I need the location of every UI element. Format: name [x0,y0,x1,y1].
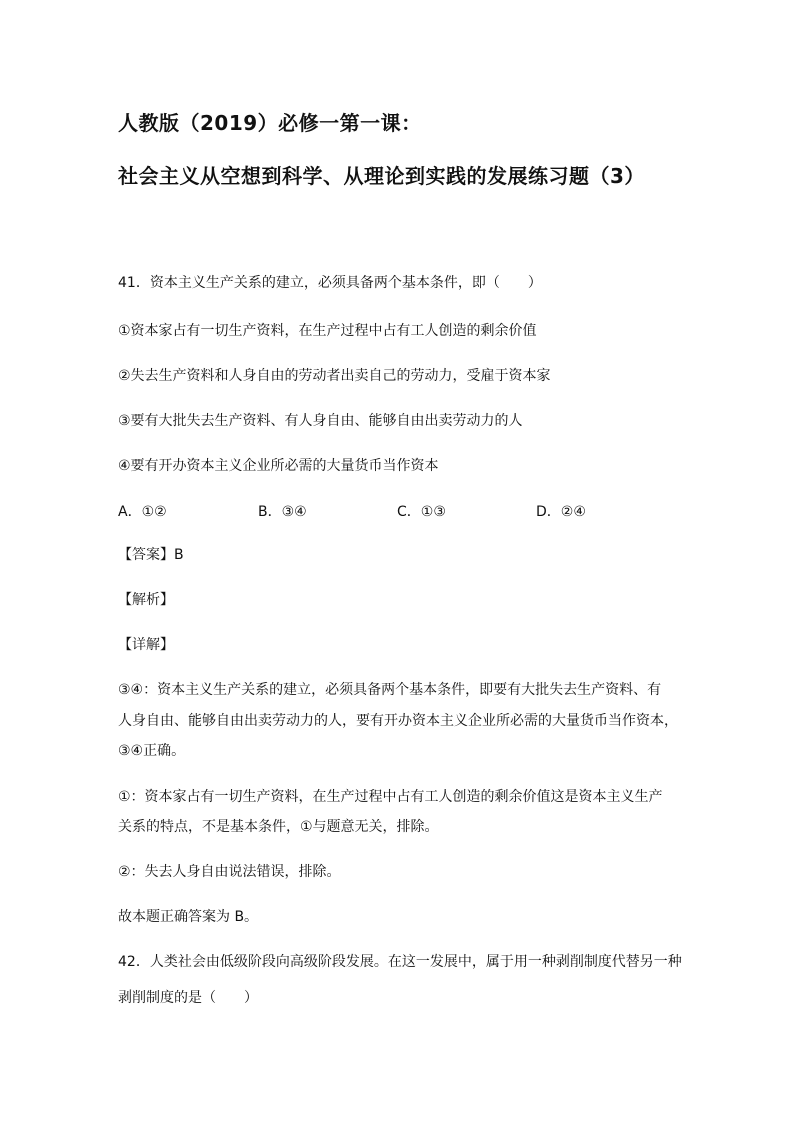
document-subtitle: 社会主义从空想到科学、从理论到实践的发展练习题（3） [118,164,645,188]
question-42-stem-line-2: 剥削制度的是（ ） [118,990,258,1006]
option-b: B．③④ [258,504,307,520]
conclusion: 故本题正确答案为 B。 [118,909,259,925]
analysis-label: 【解析】 [118,592,174,608]
question-41-stem: 41．资本主义生产关系的建立，必须具备两个基本条件，即（ ） [118,275,542,291]
option-a: A．①② [118,504,167,520]
explanation-1-line-1: ③④：资本主义生产关系的建立，必须具备两个基本条件，即要有大批失去生产资料、有 [118,682,662,698]
statement-3: ③要有大批失去生产资料、有人身自由、能够自由出卖劳动力的人 [118,413,523,429]
option-c: C．①③ [397,504,446,520]
question-42-stem-line-1: 42．人类社会由低级阶段向高级阶段发展。在这一发展中，属于用一种剥削制度代替另一种 [118,954,682,970]
explanation-2-line-2: 关系的特点，不是基本条件，①与题意无关，排除。 [118,819,439,835]
statement-4: ④要有开办资本主义企业所必需的大量货币当作资本 [118,458,439,474]
answer-label: 【答案】B [118,547,184,563]
explanation-3: ②：失去人身自由说法错误，排除。 [118,864,341,880]
explanation-2-line-1: ①：资本家占有一切生产资料，在生产过程中占有工人创造的剩余价值这是资本主义生产 [118,789,663,805]
document-title: 人教版（2019）必修一第一课： [118,111,422,135]
option-d: D．②④ [536,504,586,520]
detail-label: 【详解】 [118,637,174,653]
explanation-1-line-2: 人身自由、能够自由出卖劳动力的人，要有开办资本主义企业所必需的大量货币当作资本， [118,713,678,729]
statement-2: ②失去生产资料和人身自由的劳动者出卖自己的劳动力，受雇于资本家 [118,368,551,384]
explanation-1-line-3: ③④正确。 [118,743,186,759]
statement-1: ①资本家占有一切生产资料，在生产过程中占有工人创造的剩余价值 [118,323,537,339]
